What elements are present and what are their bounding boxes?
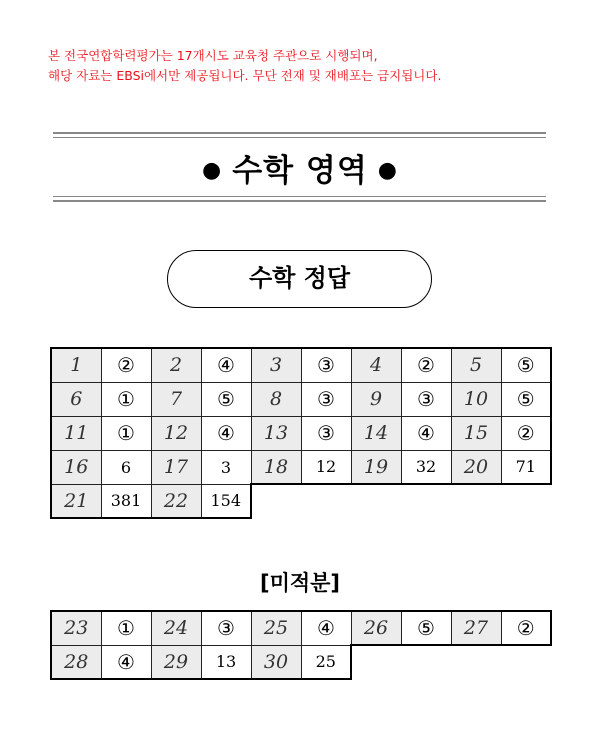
question-number: 5: [451, 348, 501, 382]
calculus-title: [미적분]: [259, 571, 341, 595]
question-number: 18: [251, 450, 301, 484]
question-number: 4: [351, 348, 401, 382]
answer-value: 13: [201, 645, 251, 679]
question-number: 13: [251, 416, 301, 450]
answer-title: 수학 정답: [248, 264, 351, 292]
question-number: 11: [51, 416, 101, 450]
bullet-left: ●: [202, 158, 223, 183]
question-number: 17: [151, 450, 201, 484]
question-number: 21: [51, 484, 101, 518]
answer-value: ⑤: [401, 611, 451, 645]
answer-row: [51, 382, 551, 416]
answer-value: 71: [501, 450, 551, 484]
answer-value: ⑤: [201, 382, 251, 416]
question-number: 9: [351, 382, 401, 416]
answer-value: ③: [401, 382, 451, 416]
answer-value: 381: [101, 484, 151, 518]
answer-value: ⑤: [501, 382, 551, 416]
question-number: 12: [151, 416, 201, 450]
question-number: 16: [51, 450, 101, 484]
empty-cell: [501, 484, 551, 518]
answer-value: ②: [501, 611, 551, 645]
empty-cell: [451, 484, 501, 518]
empty-cell: [501, 645, 551, 679]
answer-value: ②: [401, 348, 451, 382]
question-number: 10: [451, 382, 501, 416]
answer-value: ①: [101, 416, 151, 450]
answer-value: ②: [101, 348, 151, 382]
question-number: 2: [151, 348, 201, 382]
common-answer-table: [50, 347, 552, 519]
question-number: 30: [251, 645, 301, 679]
answer-value: ③: [301, 382, 351, 416]
empty-cell: [251, 484, 301, 518]
notice-line-2: 해당 자료는 EBSi에서만 제공됩니다. 무단 전재 및 재배포는 금지됩니다.: [48, 68, 442, 83]
answer-value: 32: [401, 450, 451, 484]
question-number: 29: [151, 645, 201, 679]
question-number: 1: [51, 348, 101, 382]
answer-value: ①: [101, 382, 151, 416]
answer-value: ③: [301, 348, 351, 382]
answer-row: [51, 348, 551, 382]
section-title-text: 수학 영역: [232, 153, 368, 189]
answer-value: 154: [201, 484, 251, 518]
question-number: 8: [251, 382, 301, 416]
question-number: 6: [51, 382, 101, 416]
answer-value: ⑤: [501, 348, 551, 382]
question-number: 26: [351, 611, 401, 645]
empty-cell: [401, 645, 451, 679]
answer-value: ③: [301, 416, 351, 450]
answer-value: 25: [301, 645, 351, 679]
answer-value: ①: [101, 611, 151, 645]
question-number: 7: [151, 382, 201, 416]
copyright-notice: [48, 46, 568, 86]
answer-title-box: [167, 250, 432, 308]
calculus-answer-table: [50, 610, 552, 680]
answer-row: [51, 450, 551, 484]
question-number: 23: [51, 611, 101, 645]
answer-row: [51, 645, 551, 679]
question-number: 19: [351, 450, 401, 484]
bullet-right: ●: [377, 158, 398, 183]
empty-cell: [401, 484, 451, 518]
empty-cell: [351, 484, 401, 518]
section-title: [0, 145, 600, 190]
question-number: 25: [251, 611, 301, 645]
title-rule-bottom: [53, 196, 546, 202]
question-number: 3: [251, 348, 301, 382]
empty-cell: [351, 645, 401, 679]
question-number: 20: [451, 450, 501, 484]
answer-value: ③: [201, 611, 251, 645]
answer-value: 3: [201, 450, 251, 484]
answer-value: ②: [501, 416, 551, 450]
answer-value: ④: [301, 611, 351, 645]
answer-row: [51, 484, 551, 518]
question-number: 14: [351, 416, 401, 450]
answer-value: 6: [101, 450, 151, 484]
notice-line-1: 본 전국연합학력평가는 17개시도 교육청 주관으로 시행되며,: [48, 48, 378, 63]
answer-value: ④: [101, 645, 151, 679]
question-number: 22: [151, 484, 201, 518]
empty-cell: [301, 484, 351, 518]
question-number: 28: [51, 645, 101, 679]
answer-row: [51, 611, 551, 645]
question-number: 24: [151, 611, 201, 645]
question-number: 27: [451, 611, 501, 645]
answer-value: 12: [301, 450, 351, 484]
question-number: 15: [451, 416, 501, 450]
title-rule-top: [53, 132, 546, 138]
empty-cell: [451, 645, 501, 679]
answer-value: ④: [401, 416, 451, 450]
answer-value: ④: [201, 348, 251, 382]
answer-value: ④: [201, 416, 251, 450]
answer-row: [51, 416, 551, 450]
